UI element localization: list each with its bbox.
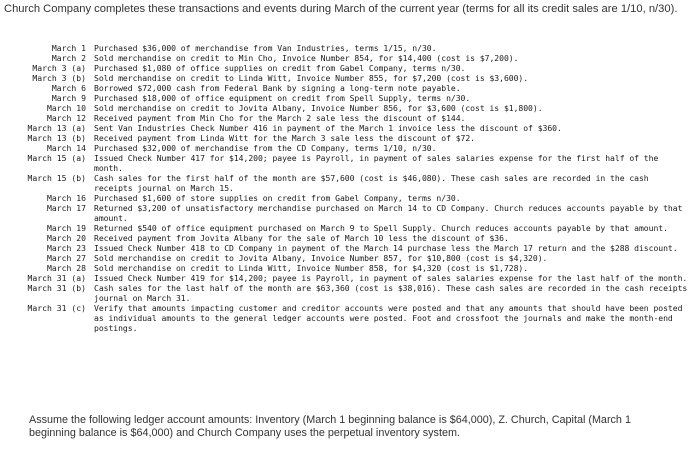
transaction-description: Issued Check Number 419 for $14,200; payee is Payroll, in payment of sales salaries expense for the last half of the month. (94, 273, 688, 283)
transaction-row (0, 103, 700, 113)
transaction-date: March 3 (a) (32, 63, 86, 73)
transaction-date: March 3 (b) (32, 73, 86, 83)
transaction-date: March 1 (51, 43, 86, 53)
transaction-row (0, 203, 700, 223)
transaction-row (0, 283, 700, 303)
transaction-row (0, 233, 700, 243)
transaction-row (0, 303, 700, 333)
transaction-list (0, 43, 700, 333)
transaction-description: Verify that amounts impacting customer and creditor accounts were posted and that any amounts that should have been posted as individual amounts to the general ledger accounts were posted. Foot and crossfoot the journals and make the month-end postings. (94, 303, 683, 333)
transaction-date: March 14 (47, 143, 86, 153)
transaction-date: March 2 (51, 53, 86, 63)
transaction-row (0, 113, 700, 123)
transaction-date: March 15 (b) (27, 173, 86, 183)
transaction-description: Borrowed $72,000 cash from Federal Bank by signing a long-term note payable. (94, 83, 461, 93)
transaction-row (0, 43, 700, 53)
transaction-date: March 31 (b) (27, 283, 86, 293)
transaction-date: March 12 (47, 113, 86, 123)
transaction-date: March 17 (47, 203, 86, 213)
transaction-row (0, 273, 700, 283)
transaction-row (0, 73, 700, 83)
transaction-description: Sent Van Industries Check Number 416 in payment of the March 1 invoice less the discount of $360. (94, 123, 562, 133)
transaction-description: Received payment from Linda Witt for the March 3 sale less the discount of $72. (94, 133, 476, 143)
transaction-date: March 15 (a) (27, 153, 86, 163)
transaction-row (0, 53, 700, 63)
transaction-description: Sold merchandise on credit to Jovita Albany, Invoice Number 856, for $3,600 (cost is $1,800). (94, 103, 543, 113)
transaction-date: March 19 (47, 223, 86, 233)
transaction-date: March 28 (47, 263, 86, 273)
transaction-description: Received payment from Jovita Albany for the sale of March 10 less the discount of $36. (94, 233, 509, 243)
transaction-date: March 31 (c) (27, 303, 86, 313)
transaction-description: Received payment from Min Cho for the March 2 sale less the discount of $144. (94, 113, 466, 123)
transaction-date: March 9 (51, 93, 86, 103)
transaction-description: Issued Check Number 417 for $14,200; payee is Payroll, in payment of sales salaries expense for the first half of the month. (94, 153, 659, 173)
transaction-date: March 27 (47, 253, 86, 263)
transaction-row (0, 243, 700, 253)
transaction-description: Issued Check Number 418 to CD Company in payment of the March 14 purchase less the March 17 return and the $288 discount. (94, 243, 678, 253)
transaction-date: March 10 (47, 103, 86, 113)
transaction-row (0, 133, 700, 143)
transaction-description: Purchased $36,000 of merchandise from Van Industries, terms 1/15, n/30. (94, 43, 437, 53)
transaction-description: Cash sales for the first half of the month are $57,600 (cost is $46,080). These cash sales are recorded in the cash receipts journal on March 15. (94, 173, 649, 193)
transaction-description: Returned $3,200 of unsatisfactory merchandise purchased on March 14 to CD Company. Church reduces accounts payable by that amount. (94, 203, 683, 223)
assumptions-note: Assume the following ledger account amounts: Inventory (March 1 beginning balance is $64,000), Z. Church, Capital (March 1 beginning balance is $64,000) and Church Company uses the perpetual inventory system. (29, 414, 631, 439)
transaction-description: Purchased $32,000 of merchandise from the CD Company, terms 1/10, n/30. (94, 143, 437, 153)
transaction-description: Sold merchandise on credit to Linda Witt, Invoice Number 855, for $7,200 (cost is $3,600). (94, 73, 529, 83)
transaction-date: March 13 (a) (27, 123, 86, 133)
transaction-description: Cash sales for the last half of the month are $63,360 (cost is $38,016). These cash sales are recorded in the cash receipts journal on March 31. (94, 283, 688, 303)
transaction-description: Returned $540 of office equipment purchased on March 9 to Spell Supply. Church reduces accounts payable by that amount. (94, 223, 668, 233)
transaction-date: March 13 (b) (27, 133, 86, 143)
transaction-description: Sold merchandise on credit to Jovita Albany, Invoice Number 857, for $10,800 (cost is $4,320). (94, 253, 548, 263)
transaction-row (0, 143, 700, 153)
transaction-row (0, 93, 700, 103)
transaction-date: March 20 (47, 233, 86, 243)
transaction-row (0, 123, 700, 133)
transaction-row (0, 173, 700, 193)
transaction-row (0, 83, 700, 93)
transaction-row (0, 253, 700, 263)
transaction-date: March 23 (47, 243, 86, 253)
transaction-description: Purchased $1,080 of office supplies on credit from Gabel Company, terms n/30. (94, 63, 466, 73)
problem-intro: Church Company completes these transactions and events during March of the current year (terms for all its credit sales are 1/10, n/30). (4, 3, 678, 15)
transaction-row (0, 223, 700, 233)
transaction-row (0, 263, 700, 273)
transaction-date: March 16 (47, 193, 86, 203)
transaction-description: Purchased $18,000 of office equipment on credit from Spell Supply, terms n/30. (94, 93, 471, 103)
transaction-row (0, 193, 700, 203)
transaction-date: March 6 (51, 83, 86, 93)
transaction-row (0, 153, 700, 173)
transaction-description: Purchased $1,600 of store supplies on credit from Gabel Company, terms n/30. (94, 193, 461, 203)
transaction-description: Sold merchandise on credit to Min Cho, Invoice Number 854, for $14,400 (cost is $7,200). (94, 53, 519, 63)
transaction-date: March 31 (a) (27, 273, 86, 283)
transaction-description: Sold merchandise on credit to Linda Witt, Invoice Number 858, for $4,320 (cost is $1,728). (94, 263, 529, 273)
transaction-row (0, 63, 700, 73)
